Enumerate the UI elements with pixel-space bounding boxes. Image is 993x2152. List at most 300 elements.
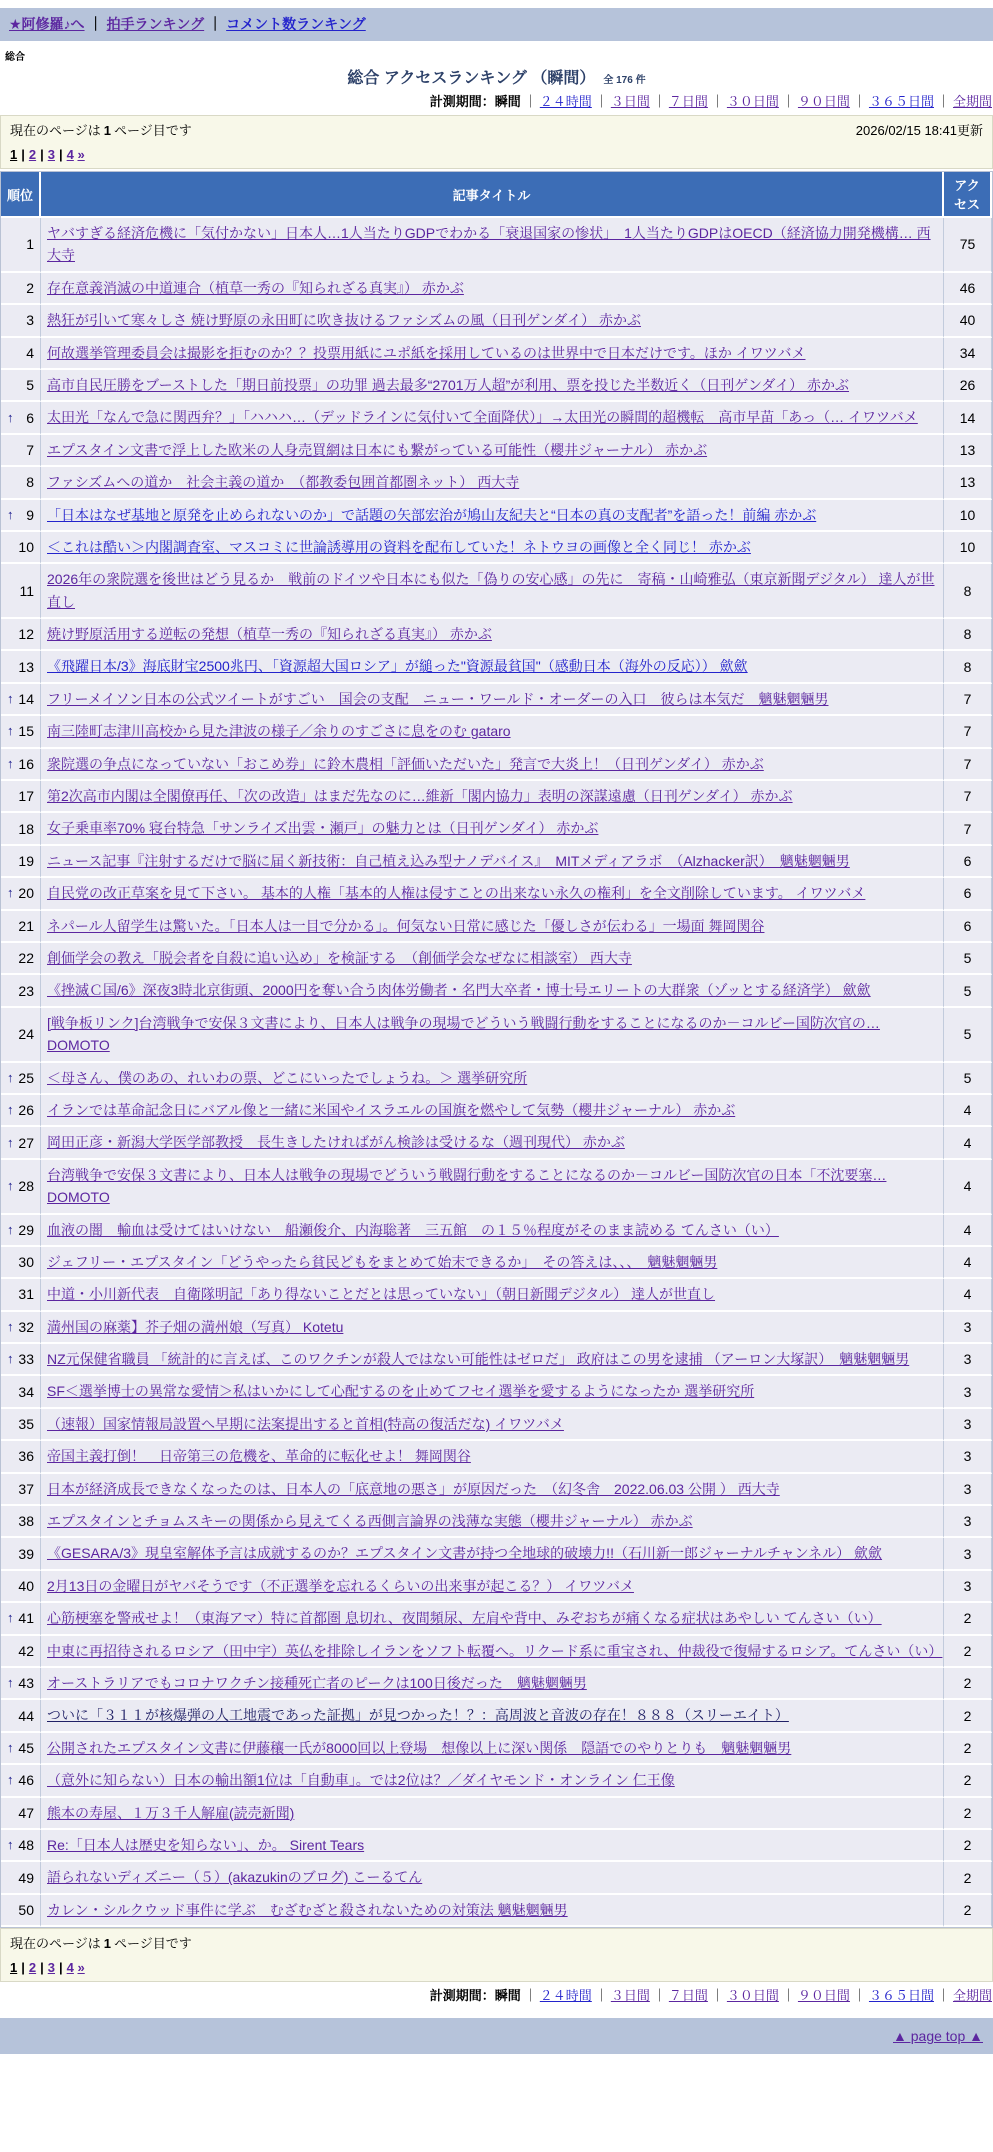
- article-link[interactable]: ネパール人留学生は驚いた。「日本人は一目で分かる」。何気ない日常に感じた「優しさが伝わる」一場面 舞岡関谷: [47, 917, 765, 934]
- rank-cell: [1, 651, 41, 683]
- total-count: 全 176 件: [603, 75, 646, 86]
- rank-number: 1: [26, 236, 34, 253]
- access-count-cell: 7: [944, 781, 992, 813]
- access-count-cell: 3: [944, 1571, 992, 1603]
- page-link[interactable]: 2: [28, 147, 37, 162]
- access-count-cell: 6: [944, 911, 992, 943]
- article-link[interactable]: 日本が経済成長できなくなったのは、日本人の「底意地の悪さ」が原因だった （幻冬舎 2022.06.03 公開 ） 西大寺: [47, 1480, 780, 1497]
- rank-number: 36: [18, 1448, 34, 1465]
- article-link[interactable]: 血液の闇 輸血は受けてはいけない 船瀬俊介、内海聡著 三五館 の１５％程度がそのまま読める てんさい（い）: [47, 1221, 779, 1238]
- rank-number: 41: [18, 1610, 34, 1627]
- table-row: [1, 1063, 992, 1095]
- table-row: [1, 532, 992, 564]
- rank-cell: [1, 975, 41, 1007]
- article-link[interactable]: 衆院選の争点になっていない「おこめ券」に鈴木農相「評価いただいた」発言で大炎上！（日刊ゲンダイ） 赤かぶ: [47, 755, 764, 772]
- article-link[interactable]: 何故選挙管理委員会は撮影を拒むのか？？投票用紙にユポ紙を採用しているのは世界中で日本だけです。ほか イワツバメ: [47, 344, 806, 361]
- access-count-cell: 5: [944, 975, 992, 1007]
- page-link[interactable]: 4: [66, 147, 74, 162]
- current-page-number: 1: [103, 123, 111, 138]
- rank-cell: [1, 619, 41, 651]
- access-count-cell: 3: [944, 1538, 992, 1570]
- rank-number: 33: [18, 1351, 34, 1368]
- table-row: [1, 651, 992, 683]
- article-link[interactable]: 公開されたエプスタイン文書に伊藤穰一氏が8000回以上登場 想像以上に深い関係 隠語でのやりとりも 魑魅魍魎男: [47, 1739, 792, 1756]
- article-link[interactable]: 語られないディズニー（５）(akazukinのブログ) こーるてん: [47, 1869, 423, 1886]
- rank-number: 50: [18, 1901, 34, 1918]
- rank-up-icon: ↑: [7, 1069, 14, 1085]
- table-row: [1, 1095, 992, 1127]
- article-link[interactable]: 心筋梗塞を警戒せよ！（東海アマ）特に首都圏 息切れ、夜間頻尿、左肩や背中、みぞおちが痛くなる症状はあやしい てんさい（い）: [47, 1610, 882, 1627]
- rank-up-icon: ↑: [7, 1772, 14, 1788]
- rank-number: 16: [18, 755, 34, 772]
- period-links: [521, 1988, 992, 2003]
- rank-cell: [1, 813, 41, 845]
- table-row: [1, 716, 992, 748]
- rank-cell: [1, 943, 41, 975]
- table-row: [1, 878, 992, 910]
- current-page-text: 現在のページは 1 ページ目です: [10, 1936, 192, 1952]
- article-title-cell: [41, 370, 944, 402]
- article-link[interactable]: （意外に知らない）日本の輸出額1位は「自動車」。では2位は？／ダイヤモンド・オンライン 仁王像: [47, 1772, 675, 1789]
- access-count-cell: 3: [944, 1344, 992, 1376]
- access-count-cell: 4: [944, 1095, 992, 1127]
- article-title-cell: [41, 1798, 944, 1830]
- article-link[interactable]: 女子乗車率70% 寝台特急「サンライズ出雲・瀬戸」の魅力とは（日刊ゲンダイ） 赤かぶ: [47, 820, 599, 837]
- period-link[interactable]: ９０日間: [797, 1988, 850, 2004]
- rank-up-icon: ↑: [7, 1351, 14, 1367]
- rank-column-header: 順位: [1, 172, 41, 218]
- period-link[interactable]: ２４時間: [539, 1988, 592, 2004]
- rank-cell: [1, 1409, 41, 1441]
- page-current: 1: [10, 147, 18, 162]
- page-title-text: 総合 アクセスランキング （瞬間）: [347, 70, 596, 87]
- article-title-cell: [41, 467, 944, 499]
- table-row: [1, 1344, 992, 1376]
- rank-number: 23: [18, 982, 34, 999]
- title-column-header: 記事タイトル: [41, 172, 944, 218]
- article-link[interactable]: NZ元保健省職員 「統計的に言えば、このワクチンが殺人ではない可能性はゼロだ」 政府はこの男を逮捕 （アーロン大塚訳） 魑魅魍魎男: [47, 1351, 910, 1368]
- access-count-cell: 4: [944, 1215, 992, 1247]
- table-row: [1, 402, 992, 434]
- article-title-cell: [41, 218, 944, 273]
- access-count-cell: 8: [944, 651, 992, 683]
- page-link[interactable]: 3: [47, 1960, 55, 1976]
- article-title-cell: [41, 435, 944, 467]
- rank-number: 39: [18, 1545, 34, 1562]
- table-row: [1, 273, 992, 305]
- access-count-cell: 5: [944, 1008, 992, 1063]
- article-link[interactable]: カレン・シルクウッド事件に学ぶ むざむざと殺されないための対策法 魑魅魍魎男: [47, 1901, 568, 1918]
- article-title-cell: [41, 273, 944, 305]
- article-title-cell: [41, 1603, 944, 1635]
- access-count-cell: 5: [944, 1063, 992, 1095]
- article-title-cell: [41, 1441, 944, 1473]
- rank-cell: [1, 467, 41, 499]
- article-link[interactable]: 南三陸町志津川高校から見た津波の様子／余りのすごさに息をのむ gataro: [47, 723, 511, 740]
- table-row: [1, 1127, 992, 1159]
- table-row: [1, 1409, 992, 1441]
- article-title-cell: [41, 1571, 944, 1603]
- ranking-table-body: [1, 218, 992, 1927]
- page-info-box-top: [0, 115, 993, 169]
- rank-number: 37: [18, 1480, 34, 1497]
- rank-cell: [1, 1603, 41, 1635]
- page-title: [0, 65, 993, 88]
- article-link[interactable]: 中道・小川新代表 自衛隊明記「あり得ないことだとは思っていない」（朝日新聞デジタル） 達人が世直し: [47, 1286, 716, 1303]
- table-row: [1, 1215, 992, 1247]
- article-title-cell: [41, 943, 944, 975]
- article-link[interactable]: ジェフリー・エプスタイン「どうやったら貧民どもをまとめて始末できるか」 その答えは、、、 魑魅魍魎男: [47, 1253, 718, 1270]
- article-title-cell: [41, 619, 944, 651]
- access-count-cell: 13: [944, 467, 992, 499]
- article-title-cell: [41, 1215, 944, 1247]
- table-row: [1, 619, 992, 651]
- rank-number: 11: [19, 582, 34, 599]
- rank-number: 25: [18, 1069, 34, 1086]
- article-title-cell: [41, 1506, 944, 1538]
- rank-cell: [1, 1830, 41, 1862]
- article-link[interactable]: 満州国の麻薬】芥子畑の満州娘（写真） Kotetu: [47, 1318, 344, 1335]
- table-row: [1, 1506, 992, 1538]
- table-row: [1, 975, 992, 1007]
- article-title-cell: [41, 1376, 944, 1408]
- page-link[interactable]: 4: [66, 1960, 74, 1976]
- separator: |: [58, 147, 63, 162]
- article-title-cell: [41, 1127, 944, 1159]
- article-link[interactable]: 焼け野原活用する逆転の発想（植草一秀の『知られざる真実』） 赤かぶ: [47, 626, 492, 643]
- period-nav-top: [1, 91, 992, 110]
- rank-up-icon: ↑: [7, 1318, 14, 1334]
- rank-cell: [1, 1279, 41, 1311]
- article-link[interactable]: 高市自民圧勝をブーストした「期日前投票」の功罪 過去最多“2701万人超”が利用、票を投じた半数近く（日刊ゲンダイ） 赤かぶ: [47, 376, 850, 393]
- article-link[interactable]: 「日本はなぜ基地と原発を止められないのか」で話題の矢部宏治が鳩山友紀夫と“日本の真の支配者”を語った！前編 赤かぶ: [47, 506, 817, 523]
- rank-number: 43: [18, 1675, 34, 1692]
- access-count-cell: 75: [944, 218, 992, 273]
- rank-cell: [1, 1095, 41, 1127]
- rank-cell: [1, 1733, 41, 1765]
- rank-cell: [1, 1160, 41, 1215]
- period-link[interactable]: ７日間: [668, 1988, 708, 2004]
- rank-cell: [1, 402, 41, 434]
- period-link[interactable]: ３６５日間: [868, 1988, 934, 2004]
- topnav-link[interactable]: ★阿修羅♪へ: [9, 16, 85, 32]
- access-column-header: アクセス: [944, 172, 992, 218]
- access-count-cell: 2: [944, 1636, 992, 1668]
- access-count-cell: 4: [944, 1247, 992, 1279]
- rank-up-icon: ↑: [7, 1178, 14, 1194]
- access-count-cell: 2: [944, 1668, 992, 1700]
- table-row: [1, 338, 992, 370]
- article-title-cell: [41, 1733, 944, 1765]
- access-count-cell: 7: [944, 716, 992, 748]
- table-header-row: [1, 172, 992, 218]
- article-title-cell: [41, 975, 944, 1007]
- article-link[interactable]: 中東に再招待されるロシア（田中宇）英仏を排除しイランをソフト転覆へ。リクード系に重宝され、仲裁役で復帰するロシア。てんさい（い）: [47, 1642, 943, 1659]
- table-row: [1, 1247, 992, 1279]
- page-link[interactable]: 3: [47, 147, 55, 162]
- page-top-link[interactable]: ▲ page top ▲: [893, 2028, 983, 2045]
- article-link[interactable]: SF＜選挙博士の異常な愛情＞私はいかにして心配するのを止めてフセイ選挙を愛するようになったか 選挙研究所: [47, 1383, 755, 1400]
- article-link[interactable]: ＜これは酷い＞内閣調査室、マスコミに世論誘導用の資料を配布していた！ネトウヨの画像と全く同じ！ 赤かぶ: [47, 538, 751, 555]
- rank-number: 42: [18, 1642, 34, 1659]
- access-count-cell: 26: [944, 370, 992, 402]
- article-link[interactable]: イランでは革命記念日にバアル像と一緒に米国やイスラエルの国旗を燃やして気勢（櫻井ジャーナル） 赤かぶ: [47, 1101, 736, 1118]
- article-link[interactable]: 2026年の衆院選を後世はどう見るか 戦前のドイツや日本にも似た「偽りの安心感」の先に 寄稿・山崎雅弘（東京新聞デジタル） 達人が世直し: [47, 571, 935, 610]
- table-row: [1, 1862, 992, 1894]
- article-title-cell: [41, 564, 944, 619]
- period-label: 計測期間：: [429, 94, 495, 109]
- period-current: 瞬間: [494, 1988, 521, 2004]
- article-title-cell: [41, 1765, 944, 1797]
- separator: ｜: [936, 94, 950, 109]
- access-count-cell: 14: [944, 402, 992, 434]
- rank-number: 4: [26, 344, 34, 361]
- period-link[interactable]: ３０日間: [726, 1988, 779, 2004]
- rank-number: 20: [18, 885, 34, 902]
- period-link[interactable]: ９０日間: [797, 94, 850, 109]
- rank-number: 3: [26, 312, 34, 329]
- rank-cell: [1, 1700, 41, 1732]
- separator: ｜: [523, 94, 537, 109]
- article-link[interactable]: 《飛躍日本/3》海底財宝2500兆円、「資源超大国ロシア」が縋った"資源最貧国"（感動日本（海外の反応）） 歛歛: [47, 658, 748, 675]
- separator: ｜: [852, 1988, 866, 2004]
- top-nav-bar: [0, 8, 993, 41]
- article-title-cell: [41, 1344, 944, 1376]
- separator: ｜: [710, 1988, 724, 2004]
- rank-number: 28: [18, 1178, 34, 1195]
- article-link[interactable]: 《挫滅Ｃ国/6》深夜3時北京街頭、2000円を奪い合う肉体労働者・名門大卒者・博士号エリートの大群衆（ゾッとする経済学） 歛歛: [47, 982, 871, 999]
- separator: |: [21, 147, 25, 162]
- rank-cell: [1, 1862, 41, 1894]
- rank-number: 29: [18, 1221, 34, 1238]
- article-title-cell: [41, 716, 944, 748]
- article-title-cell: [41, 781, 944, 813]
- article-link[interactable]: エプスタインとチョムスキーの関係から見えてくる西側言論界の浅薄な実態（櫻井ジャーナル） 赤かぶ: [47, 1513, 693, 1530]
- article-link[interactable]: ニュース記事『注射するだけで脳に届く新技術：自己植え込み型ナノデバイス』 MITメディアラボ （Alzhacker訳） 魑魅魍魎男: [47, 852, 850, 869]
- separator: ｜: [852, 94, 866, 109]
- rank-number: 49: [18, 1869, 34, 1886]
- table-row: [1, 911, 992, 943]
- access-count-cell: 40: [944, 305, 992, 337]
- page-current: 1: [10, 1960, 18, 1976]
- rank-cell: [1, 564, 41, 619]
- separator: |: [40, 147, 44, 162]
- article-title-cell: [41, 1312, 944, 1344]
- rank-up-icon: ↑: [7, 691, 14, 707]
- rank-up-icon: ↑: [7, 1134, 14, 1150]
- page-link[interactable]: 2: [28, 1960, 37, 1976]
- article-link[interactable]: 第2次高市内閣は全閣僚再任、「次の改造」はまだ先なのに…維新「閣内協力」表明の深謀遠慮（日刊ゲンダイ） 赤かぶ: [47, 788, 793, 805]
- rank-up-icon: ↑: [7, 1739, 14, 1755]
- article-link[interactable]: オーストラリアでもコロナワクチン接種死亡者のピークは100日後だった 魑魅魍魎男: [47, 1674, 587, 1691]
- table-row: [1, 684, 992, 716]
- rank-cell: [1, 1247, 41, 1279]
- access-count-cell: 3: [944, 1312, 992, 1344]
- article-title-cell: [41, 1700, 944, 1732]
- rank-number: 31: [18, 1286, 34, 1303]
- ranking-table: [0, 171, 993, 1928]
- rank-up-icon: ↑: [7, 755, 14, 771]
- article-link[interactable]: Re:「日本人は歴史を知らない」、か。 Sirent Tears: [47, 1836, 365, 1853]
- article-title-cell: [41, 500, 944, 532]
- access-count-cell: 2: [944, 1862, 992, 1894]
- table-row: [1, 1603, 992, 1635]
- rank-cell: [1, 532, 41, 564]
- separator: ｜: [710, 94, 724, 109]
- access-count-cell: 10: [944, 532, 992, 564]
- article-link[interactable]: 創価学会の教え「脱会者を自殺に追い込め」を検証する （創価学会なぜなに相談室） 西大寺: [47, 949, 632, 966]
- rank-up-icon: ↑: [7, 723, 14, 739]
- access-count-cell: 7: [944, 749, 992, 781]
- rank-number: 14: [18, 691, 34, 708]
- access-count-cell: 34: [944, 338, 992, 370]
- access-count-cell: 6: [944, 846, 992, 878]
- rank-number: 17: [18, 788, 34, 805]
- rank-number: 48: [18, 1837, 34, 1854]
- rank-cell: [1, 1765, 41, 1797]
- rank-cell: [1, 1441, 41, 1473]
- pagination-bottom: [10, 1960, 983, 1975]
- next-page-link[interactable]: »: [77, 147, 85, 162]
- article-title-cell: [41, 878, 944, 910]
- access-count-cell: 8: [944, 619, 992, 651]
- separator: ｜: [652, 1988, 666, 2004]
- article-link[interactable]: [戦争板リンク]台湾戦争で安保３文書により、日本人は戦争の現場でどういう戦闘行動をすることになるのか－コルビー国防次官の… DOMOTO: [47, 1014, 880, 1054]
- rank-up-icon: ↑: [7, 1221, 14, 1237]
- board-label: 総合: [5, 52, 25, 63]
- article-link[interactable]: （速報）国家情報局設置へ早期に法案提出すると首相(特高の復活だな) イワツバメ: [47, 1415, 564, 1432]
- rank-cell: [1, 749, 41, 781]
- access-count-cell: 3: [944, 1474, 992, 1506]
- table-row: [1, 1895, 992, 1927]
- rank-number: 34: [18, 1383, 34, 1400]
- rank-up-icon: ↑: [7, 506, 14, 522]
- article-link[interactable]: 台湾戦争で安保３文書により、日本人は戦争の現場でどういう戦闘行動をすることになるのか－コルビー国防次官の日本「不沈要塞… DOMOTO: [47, 1166, 887, 1206]
- separator: ｜: [781, 1988, 795, 2004]
- separator: ｜: [781, 94, 795, 109]
- table-row: [1, 370, 992, 402]
- article-title-cell: [41, 1862, 944, 1894]
- table-row: [1, 943, 992, 975]
- rank-number: 5: [26, 377, 34, 394]
- article-link[interactable]: 熱狂が引いて寒々しさ 焼け野原の永田町に吹き抜けるファシズムの風（日刊ゲンダイ） 赤かぶ: [47, 312, 641, 329]
- article-title-cell: [41, 1279, 944, 1311]
- period-link[interactable]: ３日間: [610, 1988, 650, 2004]
- article-link[interactable]: ついに「３１１が核爆弾の人工地震であった証拠」が見つかった！？：高周波と音波の存在！８８８（スリーエイト）: [47, 1707, 789, 1724]
- rank-cell: [1, 878, 41, 910]
- rank-cell: [1, 1895, 41, 1927]
- rank-cell: [1, 273, 41, 305]
- period-link[interactable]: ３０日間: [726, 94, 779, 109]
- rank-number: 44: [18, 1707, 34, 1724]
- period-link[interactable]: ３日間: [610, 94, 650, 109]
- article-link[interactable]: 存在意義消滅の中道連合（植草一秀の『知られざる真実』） 赤かぶ: [47, 279, 464, 296]
- table-row: [1, 500, 992, 532]
- rank-cell: [1, 1376, 41, 1408]
- current-page-number: 1: [103, 1936, 111, 1952]
- article-link[interactable]: 太田光「なんで急に関西弁？」「ハハハ…（デッドラインに気付いて全面降伏）」→太田光の瞬間的超機転 高市早苗「あっ（… イワツバメ: [47, 409, 918, 426]
- rank-number: 35: [18, 1416, 34, 1433]
- separator: ｜: [88, 16, 103, 32]
- table-row: [1, 218, 992, 273]
- separator: |: [40, 1960, 44, 1976]
- period-link[interactable]: 全期間: [952, 94, 992, 109]
- table-row: [1, 1798, 992, 1830]
- access-count-cell: 2: [944, 1603, 992, 1635]
- separator: ｜: [652, 94, 666, 109]
- period-current: 瞬間: [494, 94, 521, 109]
- rank-cell: [1, 305, 41, 337]
- table-row: [1, 1668, 992, 1700]
- article-title-cell: [41, 338, 944, 370]
- article-link[interactable]: 自民党の改正草案を見て下さい。 基本的人権「基本的人権は侵すことの出来ない永久の権利」を全文削除しています。 イワツバメ: [47, 885, 866, 902]
- rank-cell: [1, 500, 41, 532]
- rank-number: 6: [26, 409, 34, 426]
- article-link[interactable]: ファシズムへの道か 社会主義の道か （都教委包囲首都圏ネット） 西大寺: [47, 474, 520, 491]
- period-link[interactable]: ７日間: [668, 94, 708, 109]
- access-count-cell: 3: [944, 1441, 992, 1473]
- rank-number: 9: [26, 506, 34, 523]
- table-row: [1, 1279, 992, 1311]
- article-link[interactable]: 帝国主義打倒！ 日帝第三の危機を、革命的に転化せよ！ 舞岡関谷: [47, 1448, 471, 1465]
- table-row: [1, 1830, 992, 1862]
- article-link[interactable]: 熊本の寿屋、１万３千人解雇(読売新聞): [47, 1804, 295, 1821]
- separator: |: [58, 1960, 63, 1976]
- article-link[interactable]: 岡田正彦・新潟大学医学部教授 長生きしたければがん検診は受けるな（週刊現代） 赤かぶ: [47, 1134, 625, 1151]
- rank-cell: [1, 1636, 41, 1668]
- rank-up-icon: ↑: [7, 1675, 14, 1691]
- topnav-link[interactable]: コメント数ランキング: [226, 16, 366, 32]
- separator: ｜: [594, 1988, 608, 2004]
- rank-cell: [1, 716, 41, 748]
- article-link[interactable]: フリーメイソン日本の公式ツイートがすごい 国会の支配 ニュー・ワールド・オーダーの入口 彼らは本気だ 魑魅魍魎男: [47, 690, 829, 707]
- article-title-cell: [41, 911, 944, 943]
- period-link[interactable]: 全期間: [952, 1988, 992, 2004]
- table-row: [1, 1538, 992, 1570]
- period-link[interactable]: ２４時間: [539, 94, 592, 109]
- access-count-cell: 4: [944, 1160, 992, 1215]
- pagination-top: [10, 147, 983, 162]
- article-link[interactable]: ＜母さん、僕のあの、れいわの票、どこにいったでしょうね。＞ 選挙研究所: [47, 1069, 528, 1086]
- topnav-link[interactable]: 拍手ランキング: [106, 16, 205, 32]
- article-title-cell: [41, 1247, 944, 1279]
- rank-number: 47: [18, 1804, 34, 1821]
- rank-up-icon: ↑: [7, 885, 14, 901]
- article-title-cell: [41, 1636, 944, 1668]
- rank-number: 46: [18, 1772, 34, 1789]
- rank-cell: [1, 1474, 41, 1506]
- separator: ｜: [936, 1988, 950, 2004]
- table-row: [1, 749, 992, 781]
- article-link[interactable]: 2月13日の金曜日がヤバそうです（不正選挙を忘れるくらいの出来事が起こる？） イワツバメ: [47, 1577, 634, 1594]
- page-top-bar: [0, 2018, 993, 2054]
- access-count-cell: 5: [944, 943, 992, 975]
- rank-number: 24: [18, 1026, 34, 1043]
- period-nav-bottom: [1, 1985, 992, 2004]
- rank-cell: [1, 1008, 41, 1063]
- updated-timestamp: 2026/02/15 18:41更新: [855, 123, 983, 138]
- next-page-link[interactable]: »: [77, 1960, 85, 1976]
- article-title-cell: [41, 1668, 944, 1700]
- rank-cell: [1, 1312, 41, 1344]
- table-row: [1, 305, 992, 337]
- article-title-cell: [41, 1160, 944, 1215]
- table-row: [1, 813, 992, 845]
- article-link[interactable]: 《GESARA/3》現皇室解体予言は成就するのか？エプスタイン文書が持つ全地球的破壊力!!（石川新一郎ジャーナルチャンネル） 歛歛: [47, 1545, 883, 1562]
- article-link[interactable]: エプスタイン文書で浮上した欧米の人身売買網は日本にも繋がっている可能性（櫻井ジャーナル） 赤かぶ: [47, 441, 708, 458]
- article-link[interactable]: ヤバすぎる経済危機に「気付かない」日本人…1人当たりGDPでわかる「衰退国家の惨状」 1人当たりGDPはOECD（経済協力開発機構… 西大寺: [47, 225, 931, 264]
- period-link[interactable]: ３６５日間: [868, 94, 934, 109]
